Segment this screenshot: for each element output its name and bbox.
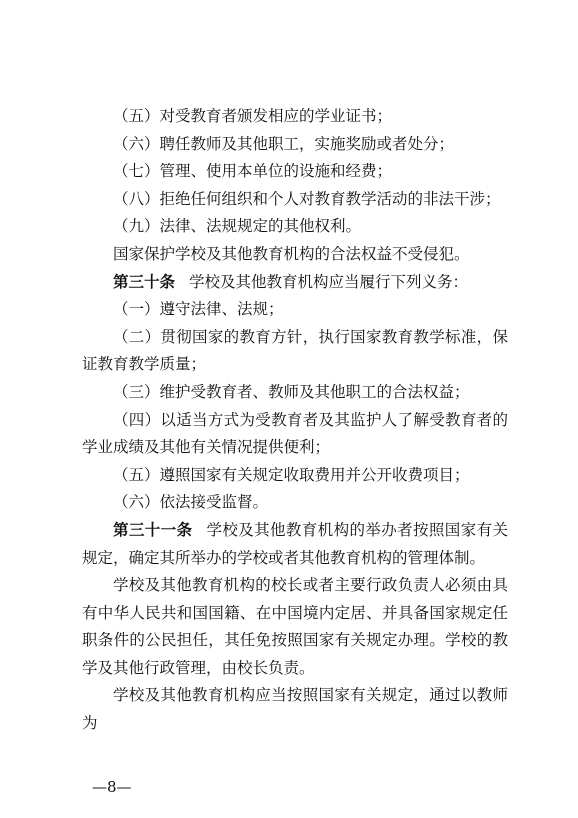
paragraph-protection — [82, 241, 508, 269]
paragraph-principal — [82, 572, 508, 682]
paragraph-text: （五）遵照国家有关规定收取费用并公开收费项目； — [113, 465, 470, 484]
duty-item-6 — [82, 489, 508, 517]
paragraph-text: （七）管理、使用本单位的设施和经费； — [113, 162, 393, 181]
paragraph-text: 学校及其他教育机构应当履行下列义务： — [189, 272, 469, 291]
article-title: 第三十条 — [113, 272, 176, 291]
article-title: 第三十一条 — [113, 520, 193, 539]
paragraph-text: （三）维护受教育者、教师及其他职工的合法权益； — [113, 382, 470, 401]
article-30 — [82, 269, 508, 297]
paragraph-item-8 — [82, 186, 508, 214]
page-number: —8— — [92, 778, 132, 796]
duty-item-4 — [82, 407, 508, 462]
paragraph-text: 国家保护学校及其他教育机构的合法权益不受侵犯。 — [113, 244, 470, 263]
paragraph-text: （六）依法接受监督。 — [113, 493, 269, 512]
paragraph-text: 学校及其他教育机构的校长或者主要行政负责人必须由具有中华人民共和国国籍、在中国境内定居、并具备国家规定任职条件的公民担任，其任免按照国家有关规定办理。学校的教学及其他行政管理，由校长负责。 — [82, 576, 508, 677]
paragraph-item-5 — [82, 103, 508, 131]
paragraph-text: 学校及其他教育机构的举办者按照国家有关规定，确定其所举办的学校或者其他教育机构的管理体制。 — [82, 520, 508, 567]
paragraph-text: （二）贯彻国家的教育方针，执行国家教育教学标准，保证教育教学质量； — [82, 327, 508, 374]
duty-item-5 — [82, 462, 508, 490]
paragraph-text: （四）以适当方式为受教育者及其监护人了解受教育者的学业成绩及其他有关情况提供便利； — [82, 410, 508, 457]
paragraph-text: （五）对受教育者颁发相应的学业证书； — [113, 107, 393, 125]
paragraph-text: （一）遵守法律、法规； — [113, 300, 284, 319]
paragraph-item-6 — [82, 131, 508, 159]
article-31 — [82, 517, 508, 572]
paragraph-text: （八）拒绝任何组织和个人对教育教学活动的非法干涉； — [113, 189, 501, 208]
paragraph-text: （六）聘任教师及其他职工，实施奖励或者处分； — [113, 134, 455, 153]
paragraph-text: （九）法律、法规规定的其他权利。 — [113, 217, 362, 236]
paragraph-item-9 — [82, 213, 508, 241]
duty-item-1 — [82, 296, 508, 324]
paragraph-governance — [82, 682, 508, 737]
duty-item-2 — [82, 324, 508, 379]
paragraph-text: 学校及其他教育机构应当按照国家有关规定，通过以教师为 — [82, 686, 508, 733]
paragraph-item-7 — [82, 158, 508, 186]
document-body — [82, 103, 508, 738]
duty-item-3 — [82, 379, 508, 407]
